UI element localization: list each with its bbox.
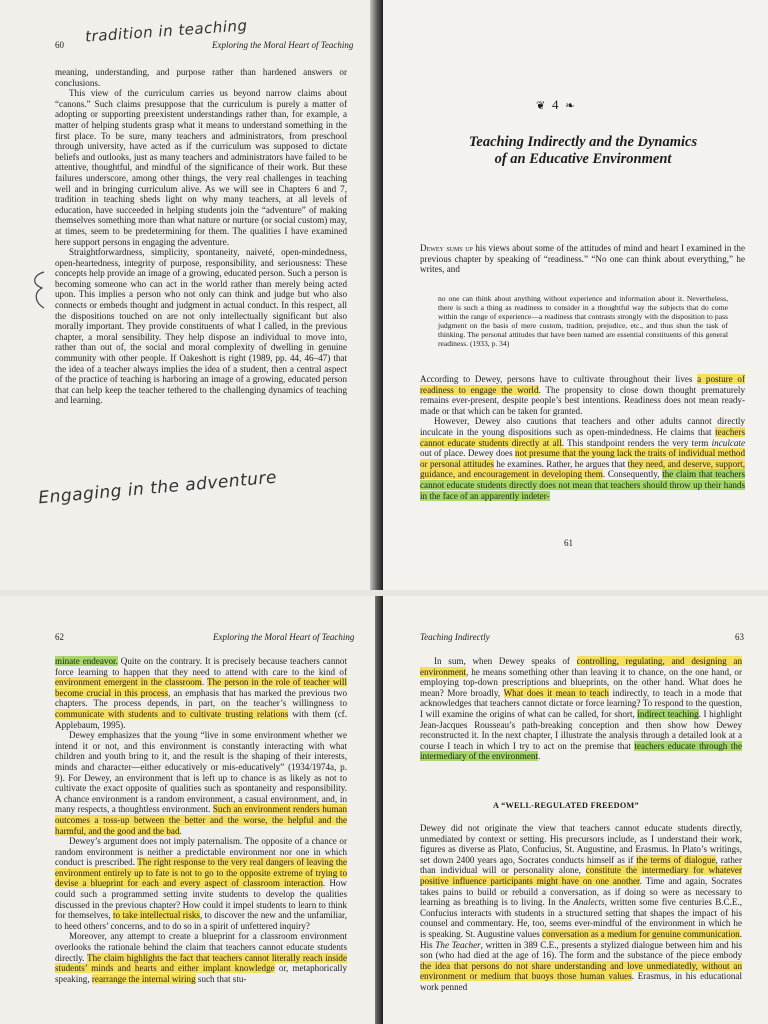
highlight: The right response to the very real dangers of leaving the environment entirely up to fate is not to go to the opposite extreme of trying to devise a blueprint for each and every aspect of classroom interaction — [55, 857, 347, 889]
paragraph: meaning, understanding, and purpose rather than hardened answers or conclusions. — [55, 67, 347, 88]
ornament-icon: ❦ — [536, 100, 548, 112]
page-61 — [383, 0, 768, 590]
highlight: communicate with students and to cultivate trusting relations — [55, 708, 289, 719]
page-60 — [0, 0, 370, 590]
highlight: environment emergent in the classroom — [55, 677, 202, 688]
paragraph: This view of the curriculum carries us beyond narrow claims about “canons.” Such claims presuppose that the curriculum is purely a matter of adopting or supporting preexistent understandings rather than, for example, a matter of helping students grasp what it means to understand something in the first place. To be sure, many teachers and administrators, from preschool through university, have acted as if the curriculum was supposed to dictate beliefs and outlooks, just as many teachers and administrators have failed to be attentive, thoughtful, and mindful of the significance of their work. But these failures underscore, among other things, the very real challenges in teaching well and in bringing curriculum alive. As we will see in Chapters 6 and 7, tradition in teaching sheds light on why many teachers, at all levels of education, have succeeded in helping students join the “adventure” of making themselves something more than what nature or nurture (or social custom) may, at times, seem to be predetermining for them. The qualities I have examined here support persons in engaging the adventure. — [55, 88, 347, 247]
highlight: rearrange the internal wiring — [91, 973, 196, 984]
highlight: the terms of dialogue — [636, 854, 716, 865]
highlight: Such an environment renders human outcomes a toss-up between the better and the worse, the helpful and the harmful, and the good and the bad — [55, 804, 347, 836]
page-63-body-top: In sum, when Dewey speaks of controlling, regulating, and designing an environment, he means something other than leaving it to chance, on the one hand, or employing top-down prescriptions and blueprints, on the other hand. What does he mean? More broadly, What does it mean to teach indirectly, to teach in a mode that acknowledges that teachers cannot dictate or force learning? To respond to the question, I will examine the origins of what can be called, for short, indirect teaching. I highlight Jean-Jacques Rousseau’s path-breaking conception and then show how Dewey reconstructed it. In the next chapter, I illustrate the analysis through a detailed look at a course I teach in which I try to act on the premise that teachers educate through the intermediary of the environment. — [420, 656, 742, 762]
page-63 — [383, 596, 768, 1024]
page-number: 62 — [55, 632, 64, 642]
page-63-body: Dewey did not originate the view that teachers cannot educate students directly, unmediated by context or setting. His precursors include, as I understand their work, figures as diverse as Plato, Confucius, St. Augustine, and Erasmus. In Plato’s writings, set down 2400 years ago, Socrates conducts himself as if the terms of dialogue, rather than individual will or personality alone, constitute the intermediary for whatever positive influence participants might have on one another. Time and again, Socrates takes pains to build or rebuild a conversation, as if doing so were as necessary to learning as breathing is to living. In the Analects, written some five centuries B.C.E., Confucius interacts with students in a structured setting that shapes the impact of his counsel and commentary. He, too, seems ever-mindful of the environment in which he is speaking. St. Augustine values conversation as a medium for genuine communication. His The Teacher, written in 389 C.E., presents a stylized dialogue between him and his son (who had died at the age of 16). The form and the substance of the piece embody the idea that persons do not share understanding and love unmediatedly, without an environment or medium that buoys those human values. Erasmus, in his educational work penned — [420, 823, 743, 992]
page-61-body: According to Dewey, persons have to cultivate throughout their lives a posture of readiness to engage the world. The propensity to close down thought prematurely remains ever-present, despite people’s best intentions. Readiness does not mean ready-made or that which can be taken for granted. However, Dewey also cautions that teachers and other adults cannot directly inculcate in the young dispositions such as open-mindedness. He claims that teachers cannot educate students directly at all. This standpoint renders the very term inculcate out of place. Dewey does not presume that the young lack the traits of individual method or personal attitudes he examines. Rather, he argues that they need, and deserve, support, guidance, and encouragement in developing them. Consequently, the claim that teachers cannot educate students directly does not mean that teachers should throw up their hands in the face of an apparently indeter- — [420, 374, 745, 501]
chapter-title-line: of an Educative Environment — [494, 151, 672, 167]
highlight: The person in the role of teacher will become crucial in this process — [55, 677, 347, 698]
handwritten-bracket-mark — [30, 270, 50, 310]
highlight-green: teachers educate through the intermediary of the environment — [420, 740, 742, 762]
section-heading: A “WELL-REGULATED FREEDOM” — [493, 801, 639, 810]
paragraph: Straightforwardness, simplicity, spontaneity, naiveté, open-mindedness, open-heartedness, integrity of purpose, responsibility, and seriousness: These concepts help provide an image of a growing, educated person. Such a person is becoming someone who can act in the world rather than merely being acted upon. This implies a person who not only can think and judge but who also connects or embeds thought and judgment in actual conduct. In this respect, all the dispositions touched on are not only intellectually significant but also morally important. They provide constituents of what I called, in the previous chapter, a moral sensibility. They help dispose an individual to move into, rather than out of, the social and moral complexity of dwelling in genuine community with other people. If Oakeshott is right (1989, pp. 44, 46–47) that the idea of a teacher always implies the idea of a student, then a central aspect of the practice of teaching is harboring an image of a growing, educated person that can help keep the teacher tethered to the challenging dynamics of teaching and learning. — [55, 247, 347, 406]
page-62 — [0, 596, 375, 1024]
highlight: to take intellectual risks — [113, 910, 200, 921]
highlight-green: minate endeavor. — [55, 656, 118, 666]
page-60-body — [55, 67, 347, 406]
lead-caps: Dewey sums up — [420, 243, 473, 253]
page-number: 60 — [55, 40, 64, 50]
highlight: What does it mean to teach — [503, 687, 609, 698]
chapter-title — [423, 134, 743, 168]
highlight: teachers cannot educate students directly at all — [420, 426, 745, 448]
intro-paragraph — [420, 243, 745, 275]
highlight: a posture of readiness to engage the world — [420, 374, 745, 395]
page-62-body: minate endeavor. Quite on the contrary. It is precisely because teachers cannot force learning to happen that they need to attend with care to the kind of environment emergent in the classroom. The person in the role of teacher will become crucial in this process, an emphasis that has marked the previous two chapters. The process depends, in part, on the teacher’s willingness to communicate with students and to cultivate trusting relations with them (cf. Applebaum, 1995). Dewey emphasizes that the young “live in some environment whether we intend it or not, and this environment is constantly interacting with what children and youth bring to it, and the result is the shaping of their interests, minds and character—either educatively or mis-educatively” (1934/1974a, p. 9). For Dewey, an environment that is left up to chance is as likely as not to cultivate the exact opposite of qualities such as spontaneity and responsibility. A chance environment is a random environment, a casual environment, and, in many respects, a thoughtless environment. Such an environment renders human outcomes a toss-up between the better and the worse, the helpful and the harmful, and the good and the bad. Dewey’s argument does not imply paternalism. The opposite of a chance or random environment is neither a predictable environment nor one in which conduct is prescribed. The right response to the very real dangers of leaving the environment entirely up to fate is not to go to the opposite extreme of trying to devise a blueprint for each and every aspect of classroom interaction. How could such a programmed setting invite students to develop the qualities discussed in the previous chapter? How could it impel students to learn to think for themselves, to take intellectual risks, to discover the new and the unfamiliar, to heed others’ concerns, and to do so in a spirit of unfettered inquiry? Moreover, any attempt to create a blueprint for a classroom environment overlooks the rationale behind the claim that teachers cannot educate students directly. The claim highlights the fact that teachers cannot literally reach inside students’ minds and hearts and either implant knowledge or, metaphorically speaking, rearrange the internal wiring such that stu- — [55, 656, 348, 984]
chapter-title-line: Teaching Indirectly and the Dynamics — [468, 134, 698, 150]
handwritten-note-bottom: Engaging in the adventure — [37, 467, 278, 509]
chapter-number — [536, 97, 576, 113]
highlight: constitute the intermediary for whatever positive influence participants might have on one another — [420, 865, 742, 886]
handwritten-note-top: tradition in teaching — [84, 16, 249, 46]
running-header: Exploring the Moral Heart of Teaching — [213, 632, 355, 642]
page-number: 63 — [735, 632, 744, 642]
highlight-green: the claim that teachers cannot educate students directly does not mean that teachers should throw up their hands in the face of an apparently indeter- — [420, 469, 745, 501]
highlight: they need, and deserve, support, guidance, and encouragement in developing them — [420, 458, 745, 480]
page-number: 61 — [564, 538, 573, 548]
block-quote: no one can think about anything without experience and information about it. Nevertheless, there is such a thing as readiness to consider in a thoughtful way the subjects that do come within the range of experience—a readiness that contrasts strongly with the disposition to pass judgment on the basis of mere custom, tradition, prejudice, etc., and thus shun the task of thinking. The personal attitudes that have been named are essential constituents of this general readiness. (1933, p. 34) — [438, 294, 728, 348]
text: his views about some of the attitudes of mind and heart I examined in the previous chapter by speaking of “readiness.” “No one can think about everything,” he writes, and — [420, 243, 745, 275]
highlight: controlling, regulating, and designing an environment — [420, 656, 742, 677]
chapter-label: 4 — [551, 97, 561, 112]
highlight: The claim highlights the fact that teachers cannot literally reach inside students’ minds and hearts and either implant knowledge — [55, 952, 347, 974]
running-header: Exploring the Moral Heart of Teaching — [212, 40, 354, 50]
running-header: Teaching Indirectly — [420, 632, 490, 642]
highlight-green: indirect teaching — [637, 708, 699, 719]
highlight: not presume that the young lack the traits of individual method or personal attitudes — [420, 448, 745, 469]
highlight: conversation as a medium for genuine communication — [542, 928, 740, 939]
ornament-icon: ❧ — [565, 100, 577, 112]
highlight: the idea that persons do not share understanding and love unmediatedly, without an environment or medium that buoys those human values — [420, 960, 742, 982]
